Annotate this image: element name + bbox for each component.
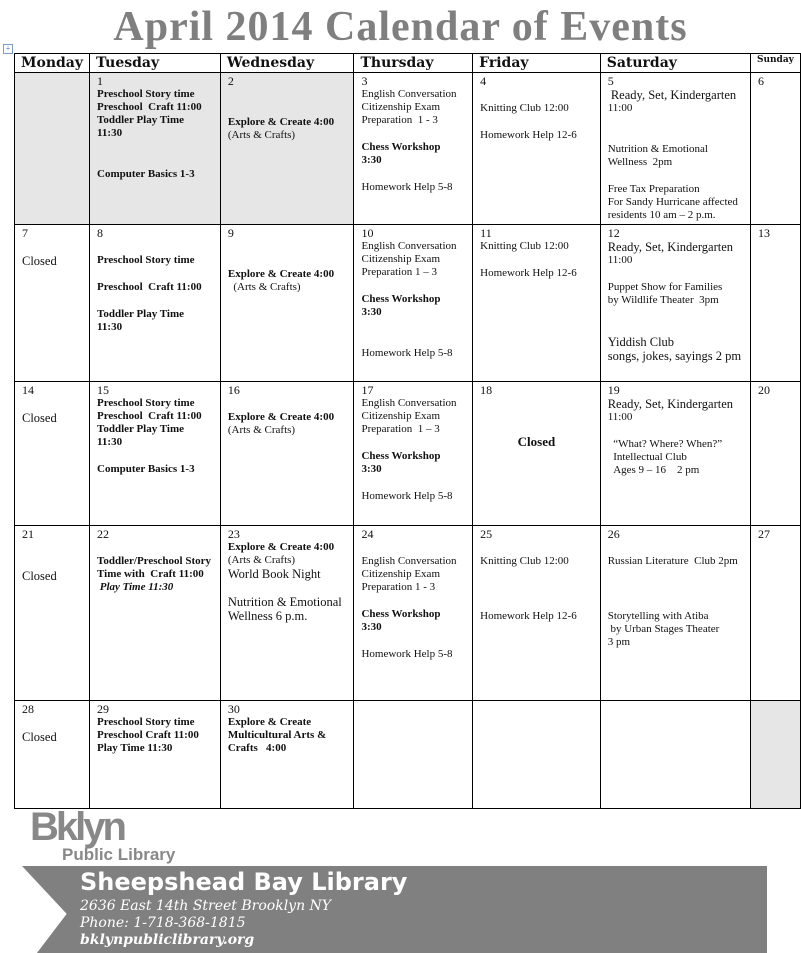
week-row xyxy=(15,73,801,225)
day-cell xyxy=(354,701,473,809)
day-number: 12 xyxy=(607,226,620,240)
spacer xyxy=(480,541,593,555)
event-line: 11:30 xyxy=(97,321,123,333)
event-line: Nutrition & Emotional xyxy=(607,143,708,155)
spacer xyxy=(97,140,213,154)
event-line: Ages 9 – 16 2 pm xyxy=(607,464,700,476)
library-name: Sheepshead Bay Library xyxy=(80,868,408,896)
event-line: 11:30 xyxy=(97,127,123,139)
spacer xyxy=(361,594,465,608)
spacer xyxy=(361,436,465,450)
day-number: 21 xyxy=(22,527,34,541)
event-line: Closed xyxy=(22,254,57,268)
event-line: Preparation 1 - 3 xyxy=(361,581,436,593)
closed-label: Closed xyxy=(517,434,556,449)
spacer xyxy=(361,127,465,141)
event-line: Wellness 6 p.m. xyxy=(227,609,308,623)
library-website[interactable]: bklynpubliclibrary.org xyxy=(80,932,255,948)
event-line: English Conversation xyxy=(361,240,457,252)
spacer xyxy=(97,449,213,463)
event-line: Explore & Create 4:00 xyxy=(227,268,335,280)
event-line: Intellectual Club xyxy=(607,451,687,463)
weekday-header-thursday: Thursday xyxy=(354,54,473,73)
spacer xyxy=(97,267,213,281)
event-line: World Book Night xyxy=(227,567,321,581)
event-line: Homework Help 5-8 xyxy=(361,490,453,502)
bklyn-logo: Bklyn xyxy=(30,805,124,849)
spacer xyxy=(480,568,593,582)
event-line: (Arts & Crafts) xyxy=(227,281,301,293)
event-line: residents 10 am – 2 p.m. xyxy=(607,209,716,221)
day-number: 16 xyxy=(227,383,240,397)
event-line: Ready, Set, Kindergarten xyxy=(607,397,734,411)
event-line: Homework Help 12-6 xyxy=(480,129,577,141)
day-number: 10 xyxy=(361,226,374,240)
day-number: 14 xyxy=(22,383,34,397)
spacer xyxy=(22,716,82,730)
event-line: Storytelling with Atiba xyxy=(607,610,709,622)
event-line: Play Time 11:30 xyxy=(97,742,173,754)
week-row xyxy=(15,701,801,809)
event-line: 3:30 xyxy=(361,306,382,318)
weekday-header-friday: Friday xyxy=(473,54,601,73)
event-line: Toddler Play Time xyxy=(97,423,185,435)
event-line: by Wildlife Theater 3pm xyxy=(607,294,719,306)
event-line: Homework Help 12-6 xyxy=(480,267,577,279)
spacer xyxy=(361,476,465,490)
event-line: Preschool Craft 11:00 xyxy=(97,281,202,293)
event-line: Puppet Show for Families xyxy=(607,281,723,293)
day-cell xyxy=(750,225,800,382)
day-cell xyxy=(15,701,90,809)
event-line: Citizenship Exam xyxy=(361,101,440,113)
event-line: Preschool Story time xyxy=(97,397,195,409)
spacer xyxy=(228,397,347,411)
event-line: 3:30 xyxy=(361,621,382,633)
spacer xyxy=(97,541,213,555)
day-number: 1 xyxy=(97,74,104,88)
spacer xyxy=(608,129,743,143)
spacer xyxy=(480,596,593,610)
spacer xyxy=(608,267,743,281)
event-line: Preschool Story time xyxy=(97,254,195,266)
event-line: Toddler Play Time xyxy=(97,308,185,320)
event-line: Citizenship Exam xyxy=(361,253,440,265)
spacer xyxy=(361,319,465,333)
day-cell xyxy=(473,526,601,701)
event-line: Preschool Craft 11:00 xyxy=(97,101,202,113)
weekday-header-saturday: Saturday xyxy=(600,54,750,73)
event-line: Wellness 2pm xyxy=(607,156,673,168)
event-line: 3:30 xyxy=(361,463,382,475)
weekday-header-tuesday: Tuesday xyxy=(90,54,221,73)
spacer xyxy=(608,541,743,555)
day-cell xyxy=(354,225,473,382)
event-line: English Conversation xyxy=(361,555,457,567)
day-cell xyxy=(15,382,90,526)
day-number: 27 xyxy=(757,527,770,541)
event-line: Preschool Craft 11:00 xyxy=(97,410,202,422)
day-number: 28 xyxy=(22,702,34,716)
event-line: 11:00 xyxy=(607,254,633,266)
spacer xyxy=(228,581,347,595)
day-number: 25 xyxy=(480,527,493,541)
event-line: Chess Workshop xyxy=(361,608,441,620)
day-number: 2 xyxy=(227,74,234,88)
weekday-header-monday: Monday xyxy=(15,54,90,73)
spacer xyxy=(608,424,743,438)
day-number: 11 xyxy=(480,226,492,240)
day-cell xyxy=(473,73,601,225)
day-cell xyxy=(90,225,221,382)
spacer xyxy=(361,333,465,347)
event-line: Russian Literature Club 2pm xyxy=(607,555,738,567)
event-line: Explore & Create 4:00 xyxy=(227,541,335,553)
library-address: 2636 East 14th Street Brooklyn NY xyxy=(80,898,332,914)
spacer xyxy=(361,167,465,181)
spacer xyxy=(608,596,743,610)
day-cell xyxy=(15,526,90,701)
event-line: 11:00 xyxy=(607,102,633,114)
week-row xyxy=(15,526,801,701)
event-line: Explore & Create 4:00 xyxy=(227,116,335,128)
event-line: Chess Workshop xyxy=(361,141,441,153)
event-line: Preschool Story time xyxy=(97,716,195,728)
spacer xyxy=(608,582,743,596)
event-line: Explore & Create xyxy=(227,716,312,728)
day-cell xyxy=(600,225,750,382)
spacer xyxy=(97,240,213,254)
spacer xyxy=(22,397,82,411)
event-line: Homework Help 5-8 xyxy=(361,648,453,660)
table-move-handle-icon[interactable]: + xyxy=(3,44,13,54)
day-number: 23 xyxy=(227,527,240,541)
weekday-header-wednesday: Wednesday xyxy=(220,54,354,73)
day-number: 20 xyxy=(757,383,770,397)
event-line: Preparation 1 - 3 xyxy=(361,114,438,126)
event-line: Knitting Club 12:00 xyxy=(480,102,569,114)
event-line: 3:30 xyxy=(361,154,382,166)
day-cell xyxy=(473,225,601,382)
day-cell xyxy=(750,382,800,526)
event-line: songs, jokes, sayings 2 pm xyxy=(607,349,742,363)
event-line: Homework Help 12-6 xyxy=(480,610,577,622)
event-line: 3 pm xyxy=(607,636,631,648)
event-line: Closed xyxy=(22,730,57,744)
event-line: Homework Help 5-8 xyxy=(361,347,453,359)
event-line: Knitting Club 12:00 xyxy=(480,240,569,252)
day-cell xyxy=(473,382,601,526)
weekday-header-row xyxy=(15,54,801,73)
library-phone: Phone: 1-718-368-1815 xyxy=(80,915,246,931)
spacer xyxy=(608,307,743,321)
day-number: 19 xyxy=(607,383,620,397)
event-line: Citizenship Exam xyxy=(361,410,440,422)
calendar-table xyxy=(14,53,801,809)
spacer xyxy=(361,541,465,555)
event-line: Closed xyxy=(22,411,57,425)
spacer xyxy=(480,115,593,129)
event-line: Ready, Set, Kindergarten xyxy=(607,88,737,102)
spacer xyxy=(480,582,593,596)
day-number: 7 xyxy=(22,226,28,240)
day-number: 17 xyxy=(361,383,374,397)
day-number: 15 xyxy=(97,383,110,397)
day-number: 24 xyxy=(361,527,374,541)
event-line: (Arts & Crafts) xyxy=(227,424,296,436)
day-cell xyxy=(750,73,800,225)
event-line: 11:00 xyxy=(607,411,633,423)
day-number: 3 xyxy=(361,74,368,88)
spacer xyxy=(608,169,743,183)
day-cell xyxy=(600,382,750,526)
event-line: Toddler/Preschool Story xyxy=(97,555,211,567)
spacer xyxy=(22,541,82,555)
event-line: Computer Basics 1-3 xyxy=(97,463,195,475)
day-cell xyxy=(15,73,90,225)
spacer xyxy=(361,634,465,648)
event-line: by Urban Stages Theater xyxy=(607,623,720,635)
day-cell xyxy=(354,73,473,225)
day-number: 5 xyxy=(607,74,614,88)
event-line: For Sandy Hurricane affected xyxy=(607,196,738,208)
day-number: 9 xyxy=(227,226,234,240)
event-line: Nutrition & Emotional xyxy=(227,595,342,609)
spacer xyxy=(608,568,743,582)
event-line: Yiddish Club xyxy=(607,335,675,349)
day-number: 4 xyxy=(480,74,487,88)
day-number: 30 xyxy=(227,702,240,716)
day-number: 26 xyxy=(607,527,620,541)
event-line: Preparation 1 – 3 xyxy=(361,423,440,435)
day-cell xyxy=(354,382,473,526)
day-number: 22 xyxy=(97,527,110,541)
event-line: Play Time 11:30 xyxy=(97,581,174,593)
event-line: English Conversation xyxy=(361,397,457,409)
day-cell xyxy=(750,701,800,809)
event-line: 11:30 xyxy=(97,436,123,448)
spacer xyxy=(228,240,347,254)
spacer xyxy=(480,253,593,267)
event-line: (Arts & Crafts) xyxy=(227,129,296,141)
day-cell xyxy=(90,526,221,701)
event-line: Homework Help 5-8 xyxy=(361,181,453,193)
event-line: Computer Basics 1-3 xyxy=(97,168,195,180)
event-line: Chess Workshop xyxy=(361,293,441,305)
event-line: (Arts & Crafts) xyxy=(227,554,296,566)
event-line: Knitting Club 12:00 xyxy=(480,555,569,567)
day-cell xyxy=(600,73,750,225)
public-library-logo-text: Public Library xyxy=(62,845,176,864)
spacer xyxy=(228,254,347,268)
event-line: Ready, Set, Kindergarten xyxy=(607,240,734,254)
event-line: Closed xyxy=(22,569,57,583)
event-line: Preschool Craft 11:00 xyxy=(97,729,199,741)
spacer xyxy=(228,88,347,102)
day-number: 8 xyxy=(97,226,104,240)
spacer xyxy=(22,240,82,254)
day-cell xyxy=(90,701,221,809)
day-cell xyxy=(90,73,221,225)
event-line: English Conversation xyxy=(361,88,457,100)
day-cell xyxy=(473,701,601,809)
spacer xyxy=(361,279,465,293)
day-cell xyxy=(600,526,750,701)
event-line: Toddler Play Time xyxy=(97,114,185,126)
event-line: Preparation 1 – 3 xyxy=(361,266,437,278)
event-line: Chess Workshop xyxy=(361,450,441,462)
event-line: Time with Craft 11:00 xyxy=(97,568,204,580)
spacer xyxy=(97,154,213,168)
weekday-header-sunday: Sunday xyxy=(750,54,800,73)
day-number: 13 xyxy=(757,226,770,240)
day-cell xyxy=(220,73,354,225)
event-line: Explore & Create 4:00 xyxy=(227,411,335,423)
spacer xyxy=(608,321,743,335)
day-cell xyxy=(220,225,354,382)
day-cell xyxy=(220,701,354,809)
event-line: “What? Where? When?” xyxy=(607,438,723,450)
spacer xyxy=(22,555,82,569)
day-cell xyxy=(90,382,221,526)
spacer xyxy=(228,102,347,116)
day-cell xyxy=(220,382,354,526)
day-cell xyxy=(15,225,90,382)
event-line: Crafts 4:00 xyxy=(227,742,287,754)
page-title: April 2014 Calendar of Events xyxy=(113,4,688,50)
spacer xyxy=(480,88,593,102)
day-cell xyxy=(220,526,354,701)
spacer xyxy=(608,115,743,129)
day-number: 18 xyxy=(480,383,493,397)
day-cell xyxy=(600,701,750,809)
week-row xyxy=(15,225,801,382)
day-cell xyxy=(354,526,473,701)
event-line: Free Tax Preparation xyxy=(607,183,700,195)
day-number: 29 xyxy=(97,702,110,716)
week-row xyxy=(15,382,801,526)
spacer xyxy=(97,294,213,308)
event-line: Multicultural Arts & xyxy=(227,729,327,741)
day-cell xyxy=(750,526,800,701)
day-number: 6 xyxy=(757,74,764,88)
event-line: Citizenship Exam xyxy=(361,568,440,580)
event-line: Preschool Story time xyxy=(97,88,195,100)
